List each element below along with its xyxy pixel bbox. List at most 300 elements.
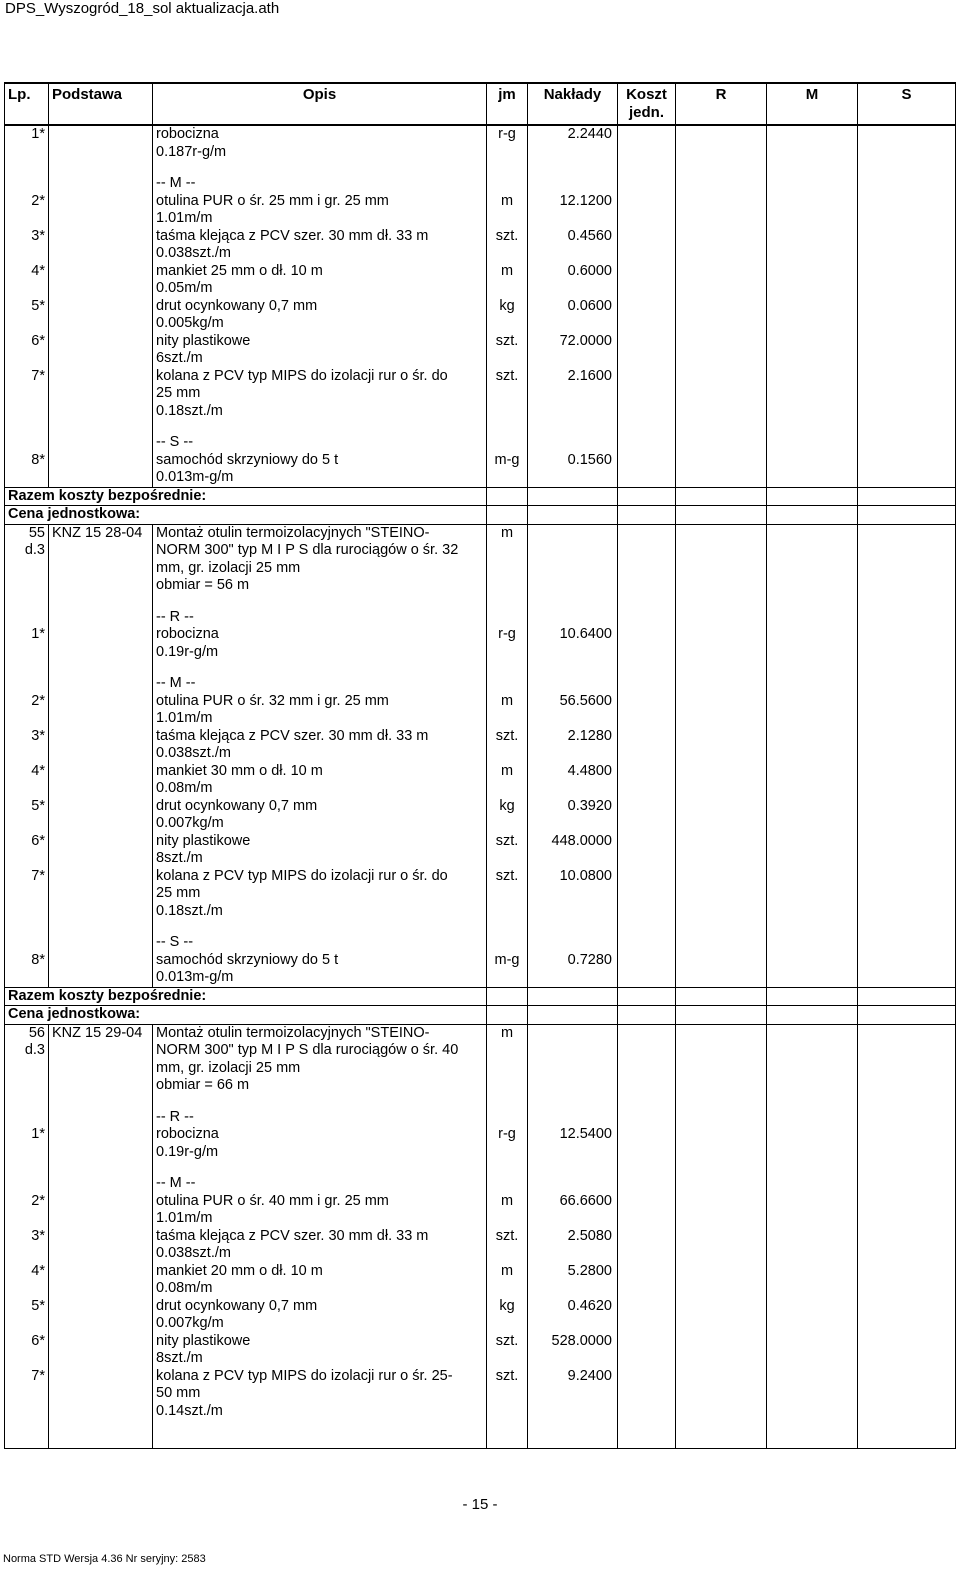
unit: kg <box>499 297 515 314</box>
unit: kg <box>499 1297 515 1314</box>
cell-opis <box>153 298 487 333</box>
cell-podstawa <box>49 125 153 175</box>
quantity: 5.2800 <box>567 1262 612 1279</box>
cell-lp <box>5 1333 49 1368</box>
table-row <box>5 728 956 763</box>
cell-m <box>767 368 858 435</box>
resource-norm: 0.013m-g/m <box>156 469 234 485</box>
resource-name: samochód skrzyniowy do 5 t <box>156 951 339 968</box>
cell-koszt <box>618 833 676 868</box>
cell-naklady <box>528 1024 618 1109</box>
cell-s <box>858 1333 956 1368</box>
header-r: R <box>676 83 767 125</box>
cell-lp <box>5 333 49 368</box>
quantity: 0.4620 <box>567 1297 612 1314</box>
resource-group-label: -- S -- <box>156 934 194 950</box>
table-row <box>5 333 956 368</box>
cell-m <box>767 1368 858 1449</box>
cell-m <box>767 1175 858 1228</box>
cell-r <box>676 524 767 609</box>
position-description-line: obmiar = 56 m <box>156 577 250 593</box>
summary-razem-label: Razem koszty bezpośrednie: <box>5 987 487 1006</box>
summary-cena-label: Cena jednostkowa: <box>5 1006 487 1025</box>
unit: m-g <box>494 951 520 968</box>
resource-name: drut ocynkowany 0,7 mm <box>156 297 318 314</box>
cell-s <box>858 1298 956 1333</box>
cell-r <box>676 1175 767 1228</box>
cell-m <box>767 798 858 833</box>
position-description-line: obmiar = 66 m <box>156 1077 250 1093</box>
resource-norm: 0.038szt./m <box>156 745 231 761</box>
resource-name-cont: 50 mm <box>156 1385 201 1401</box>
resource-norm: 0.19r-g/m <box>156 1143 219 1160</box>
lp-number: 3* <box>31 1227 45 1244</box>
cell-koszt <box>618 298 676 333</box>
cell-s <box>858 524 956 609</box>
resource-norm: 0.18szt./m <box>156 402 223 419</box>
resource-norm: 0.08m/m <box>156 1280 213 1296</box>
cell-koszt <box>618 228 676 263</box>
summary-cena <box>5 1006 956 1025</box>
header-opis: Opis <box>153 83 487 125</box>
quantity: 0.1560 <box>567 451 612 468</box>
cell-s <box>858 368 956 435</box>
cell-naklady <box>528 263 618 298</box>
position-number-suffix: d.3 <box>24 1042 45 1058</box>
resource-norm: 0.08m/m <box>156 780 213 796</box>
quantity: 2.1280 <box>567 727 612 744</box>
summary-razem-label: Razem koszty bezpośrednie: <box>5 487 487 506</box>
header-koszt: Koszt jedn. <box>618 83 676 125</box>
cell-opis <box>153 263 487 298</box>
cell-podstawa <box>49 1175 153 1228</box>
cell-lp <box>5 675 49 728</box>
resource-norm: 1.01m/m <box>156 710 213 726</box>
summary-cena-label: Cena jednostkowa: <box>5 506 487 525</box>
cell-koszt <box>618 1333 676 1368</box>
cell-jm <box>487 868 528 935</box>
cell-naklady <box>528 228 618 263</box>
cell-s <box>858 1109 956 1176</box>
cell-opis <box>153 798 487 833</box>
table-row <box>5 298 956 333</box>
table-row <box>5 609 956 676</box>
cell-lp <box>5 434 49 487</box>
cell-opis <box>153 125 487 175</box>
table-row <box>5 228 956 263</box>
cell-s <box>858 934 956 987</box>
table-row <box>5 934 956 987</box>
cell-naklady <box>528 798 618 833</box>
cell-r <box>676 125 767 175</box>
cell-lp <box>5 763 49 798</box>
cell-jm <box>487 675 528 728</box>
table-row <box>5 1109 956 1176</box>
cell-opis <box>153 228 487 263</box>
cell-podstawa <box>49 763 153 798</box>
document-title: DPS_Wyszogród_18_sol aktualizacja.ath <box>5 0 280 17</box>
resource-name: otulina PUR o śr. 32 mm i gr. 25 mm <box>156 692 389 709</box>
resource-norm: 0.038szt./m <box>156 245 231 261</box>
cell-koszt <box>618 125 676 175</box>
cell-r <box>676 763 767 798</box>
unit: r-g <box>498 626 516 642</box>
cell-jm: m <box>487 524 528 609</box>
cell-r <box>676 1228 767 1263</box>
quantity: 0.7280 <box>567 951 612 968</box>
resource-name: mankiet 25 mm o dł. 10 m <box>156 262 323 279</box>
resource-norm: 0.005kg/m <box>156 315 224 331</box>
cell-koszt <box>618 1006 676 1025</box>
cell-opis <box>153 1175 487 1228</box>
cell-koszt <box>618 1109 676 1176</box>
cell-r <box>676 1006 767 1025</box>
cell-naklady <box>528 1109 618 1176</box>
cell-r <box>676 675 767 728</box>
cell-jm <box>487 798 528 833</box>
cell-jm <box>487 368 528 435</box>
cell-m <box>767 763 858 798</box>
resource-norm: 0.14szt./m <box>156 1402 223 1419</box>
cell-m <box>767 298 858 333</box>
lp-number: 7* <box>31 367 45 384</box>
cell-opis <box>153 1333 487 1368</box>
lp-number: 1* <box>31 626 45 642</box>
cell-podstawa <box>49 228 153 263</box>
cell-jm <box>487 228 528 263</box>
resource-group-label: -- M -- <box>156 1175 196 1191</box>
unit: m <box>500 1262 514 1279</box>
cell-m <box>767 934 858 987</box>
resource-name: otulina PUR o śr. 40 mm i gr. 25 mm <box>156 1192 389 1209</box>
cell-podstawa: KNZ 15 28-04 <box>49 524 153 609</box>
cell-r <box>676 868 767 935</box>
resource-name: taśma klejąca z PCV szer. 30 mm dł. 33 m <box>156 227 429 244</box>
unit: szt. <box>495 332 519 349</box>
unit: szt. <box>495 1227 519 1244</box>
cell-podstawa <box>49 868 153 935</box>
cell-jm <box>487 934 528 987</box>
cell-podstawa <box>49 434 153 487</box>
cell-naklady <box>528 675 618 728</box>
cell-jm <box>487 298 528 333</box>
resource-name: robocizna <box>156 626 219 642</box>
cell-r <box>676 934 767 987</box>
cell-opis <box>153 333 487 368</box>
cell-opis <box>153 1228 487 1263</box>
cell-podstawa <box>49 1109 153 1176</box>
quantity: 2.5080 <box>567 1227 612 1244</box>
quantity: 66.6600 <box>559 1192 612 1209</box>
cell-podstawa: KNZ 15 29-04 <box>49 1024 153 1109</box>
resource-name-cont: 25 mm <box>156 385 201 401</box>
resource-group-label: -- M -- <box>156 675 196 691</box>
cell-s <box>858 728 956 763</box>
cell-jm <box>487 1263 528 1298</box>
position-description-line: NORM 300" typ M I P S dla rurociągów o śr. 32 <box>156 542 459 558</box>
cell-s <box>858 675 956 728</box>
resource-norm: 8szt./m <box>156 850 203 866</box>
lp-number: 5* <box>31 297 45 314</box>
cell-lp <box>5 1298 49 1333</box>
header-jm: jm <box>487 83 528 125</box>
cell-m <box>767 1024 858 1109</box>
cell-lp <box>5 1263 49 1298</box>
cell-opis <box>153 175 487 228</box>
resource-name: nity plastikowe <box>156 332 251 349</box>
table-header-row <box>5 83 956 125</box>
cell-lp <box>5 298 49 333</box>
cell-m <box>767 1298 858 1333</box>
cell-s <box>858 1228 956 1263</box>
quantity: 2.2440 <box>567 126 612 142</box>
cell-podstawa <box>49 333 153 368</box>
cell-lp <box>5 175 49 228</box>
cell-koszt <box>618 728 676 763</box>
cell-naklady <box>528 368 618 435</box>
cell-koszt <box>618 506 676 525</box>
cell-r <box>676 987 767 1006</box>
cell-jm <box>487 175 528 228</box>
cell-naklady <box>528 728 618 763</box>
position-row <box>5 524 956 609</box>
cell-s <box>858 175 956 228</box>
resource-group-label: -- M -- <box>156 175 196 191</box>
cell-r <box>676 1298 767 1333</box>
resource-norm: 0.007kg/m <box>156 815 224 831</box>
quantity: 12.5400 <box>559 1126 612 1142</box>
cell-podstawa <box>49 1228 153 1263</box>
cell-m <box>767 675 858 728</box>
cell-jm <box>487 506 528 525</box>
quantity: 0.0600 <box>567 297 612 314</box>
cell-jm <box>487 1175 528 1228</box>
cell-jm <box>487 728 528 763</box>
lp-number: 3* <box>31 227 45 244</box>
lp-number: 3* <box>31 727 45 744</box>
resource-name: nity plastikowe <box>156 832 251 849</box>
cell-podstawa <box>49 175 153 228</box>
unit: r-g <box>498 1126 516 1142</box>
cell-s <box>858 1263 956 1298</box>
lp-number: 8* <box>31 451 45 468</box>
cell-jm <box>487 1228 528 1263</box>
position-description-line: Montaż otulin termoizolacyjnych "STEINO- <box>156 1024 430 1041</box>
cell-jm: m <box>487 1024 528 1109</box>
cell-r <box>676 506 767 525</box>
cell-naklady <box>528 833 618 868</box>
unit: m <box>500 762 514 779</box>
position-description-line: mm, gr. izolacji 25 mm <box>156 1059 301 1076</box>
unit: m-g <box>494 451 520 468</box>
cell-s <box>858 298 956 333</box>
cell-lp <box>5 728 49 763</box>
table-row <box>5 1368 956 1449</box>
cell-opis <box>153 934 487 987</box>
cell-opis <box>153 833 487 868</box>
header-podstawa: Podstawa <box>49 83 153 125</box>
cell-podstawa <box>49 298 153 333</box>
lp-number: 5* <box>31 797 45 814</box>
cell-position-nr <box>5 1024 49 1109</box>
table-row <box>5 263 956 298</box>
cell-podstawa <box>49 934 153 987</box>
cell-lp <box>5 833 49 868</box>
resource-name: samochód skrzyniowy do 5 t <box>156 451 339 468</box>
position-number: 56 <box>28 1024 45 1041</box>
lp-number: 6* <box>31 832 45 849</box>
cell-naklady <box>528 125 618 175</box>
cell-podstawa <box>49 1368 153 1449</box>
resource-group-label: -- R -- <box>156 608 194 625</box>
table-row <box>5 763 956 798</box>
quantity: 0.6000 <box>567 262 612 279</box>
lp-number: 1* <box>31 1126 45 1142</box>
resource-norm: 1.01m/m <box>156 1210 213 1226</box>
cell-s <box>858 487 956 506</box>
quantity: 10.6400 <box>559 626 612 642</box>
cell-r <box>676 333 767 368</box>
cell-r <box>676 728 767 763</box>
resource-norm: 0.013m-g/m <box>156 969 234 985</box>
cell-koszt <box>618 263 676 298</box>
cell-naklady <box>528 506 618 525</box>
table-row <box>5 1228 956 1263</box>
cell-r <box>676 487 767 506</box>
cell-naklady <box>528 868 618 935</box>
cell-m <box>767 524 858 609</box>
position-description-line: Montaż otulin termoizolacyjnych "STEINO- <box>156 524 430 541</box>
resource-norm: 0.18szt./m <box>156 902 223 919</box>
cell-opis <box>153 1368 487 1449</box>
cell-r <box>676 298 767 333</box>
lp-number: 4* <box>31 262 45 279</box>
cell-m <box>767 609 858 676</box>
header-naklady: Nakłady <box>528 83 618 125</box>
resource-name: kolana z PCV typ MIPS do izolacji rur o śr. 25- <box>156 1367 453 1384</box>
cell-s <box>858 1006 956 1025</box>
header-s: S <box>858 83 956 125</box>
cell-lp <box>5 609 49 676</box>
cell-podstawa <box>49 1333 153 1368</box>
cell-naklady <box>528 175 618 228</box>
cell-koszt <box>618 1175 676 1228</box>
cell-koszt <box>618 675 676 728</box>
summary-razem <box>5 487 956 506</box>
cell-jm <box>487 125 528 175</box>
cell-lp <box>5 1109 49 1176</box>
cell-jm <box>487 263 528 298</box>
cell-s <box>858 763 956 798</box>
cell-lp <box>5 1175 49 1228</box>
cell-koszt <box>618 987 676 1006</box>
quantity: 12.1200 <box>559 192 612 209</box>
cell-naklady <box>528 1228 618 1263</box>
position-number-suffix: d.3 <box>24 542 45 558</box>
unit: szt. <box>495 227 519 244</box>
table-row <box>5 675 956 728</box>
cell-koszt <box>618 524 676 609</box>
cell-m <box>767 228 858 263</box>
cell-opis <box>153 1298 487 1333</box>
cell-lp <box>5 1368 49 1449</box>
cell-jm <box>487 763 528 798</box>
cell-naklady <box>528 1175 618 1228</box>
cell-opis <box>153 763 487 798</box>
cell-s <box>858 1368 956 1449</box>
cell-opis <box>153 1109 487 1176</box>
unit: szt. <box>495 1367 519 1384</box>
resource-name: robocizna <box>156 126 219 142</box>
cell-jm <box>487 833 528 868</box>
cell-jm <box>487 1109 528 1176</box>
resource-name: taśma klejąca z PCV szer. 30 mm dł. 33 m <box>156 1227 429 1244</box>
cell-m <box>767 833 858 868</box>
cell-s <box>858 434 956 487</box>
cell-s <box>858 798 956 833</box>
cell-r <box>676 368 767 435</box>
table-row <box>5 798 956 833</box>
unit: m <box>500 1192 514 1209</box>
resource-name: drut ocynkowany 0,7 mm <box>156 1297 318 1314</box>
cell-podstawa <box>49 728 153 763</box>
header-lp: Lp. <box>5 83 49 125</box>
cell-naklady <box>528 1368 618 1449</box>
cell-s <box>858 506 956 525</box>
cell-naklady <box>528 934 618 987</box>
cell-m <box>767 125 858 175</box>
cell-r <box>676 1263 767 1298</box>
cell-m <box>767 1263 858 1298</box>
resource-norm: 0.007kg/m <box>156 1315 224 1331</box>
cell-koszt <box>618 487 676 506</box>
resource-name: kolana z PCV typ MIPS do izolacji rur o śr. do <box>156 367 448 384</box>
cell-r <box>676 1333 767 1368</box>
cell-podstawa <box>49 833 153 868</box>
cell-koszt <box>618 1263 676 1298</box>
cell-m <box>767 1333 858 1368</box>
footer-text: Norma STD Wersja 4.36 Nr seryjny: 2583 <box>3 1553 206 1565</box>
lp-number: 2* <box>31 692 45 709</box>
cell-s <box>858 228 956 263</box>
cell-koszt <box>618 175 676 228</box>
cell-naklady <box>528 298 618 333</box>
lp-number: 7* <box>31 1367 45 1384</box>
resource-name: mankiet 30 mm o dł. 10 m <box>156 762 323 779</box>
cell-naklady <box>528 1006 618 1025</box>
quantity: 2.1600 <box>567 367 612 384</box>
cell-s <box>858 833 956 868</box>
cell-m <box>767 333 858 368</box>
cell-r <box>676 1368 767 1449</box>
table-row <box>5 1263 956 1298</box>
resource-name: kolana z PCV typ MIPS do izolacji rur o śr. do <box>156 867 448 884</box>
unit: m <box>500 692 514 709</box>
quantity: 528.0000 <box>551 1332 612 1349</box>
cell-m <box>767 868 858 935</box>
lp-number: 8* <box>31 951 45 968</box>
cell-m <box>767 1006 858 1025</box>
lp-number: 6* <box>31 1332 45 1349</box>
cell-s <box>858 125 956 175</box>
cell-koszt <box>618 609 676 676</box>
cell-jm <box>487 1298 528 1333</box>
quantity: 0.3920 <box>567 797 612 814</box>
cell-s <box>858 987 956 1006</box>
lp-number: 5* <box>31 1297 45 1314</box>
cell-position-nr <box>5 524 49 609</box>
table-row <box>5 1175 956 1228</box>
